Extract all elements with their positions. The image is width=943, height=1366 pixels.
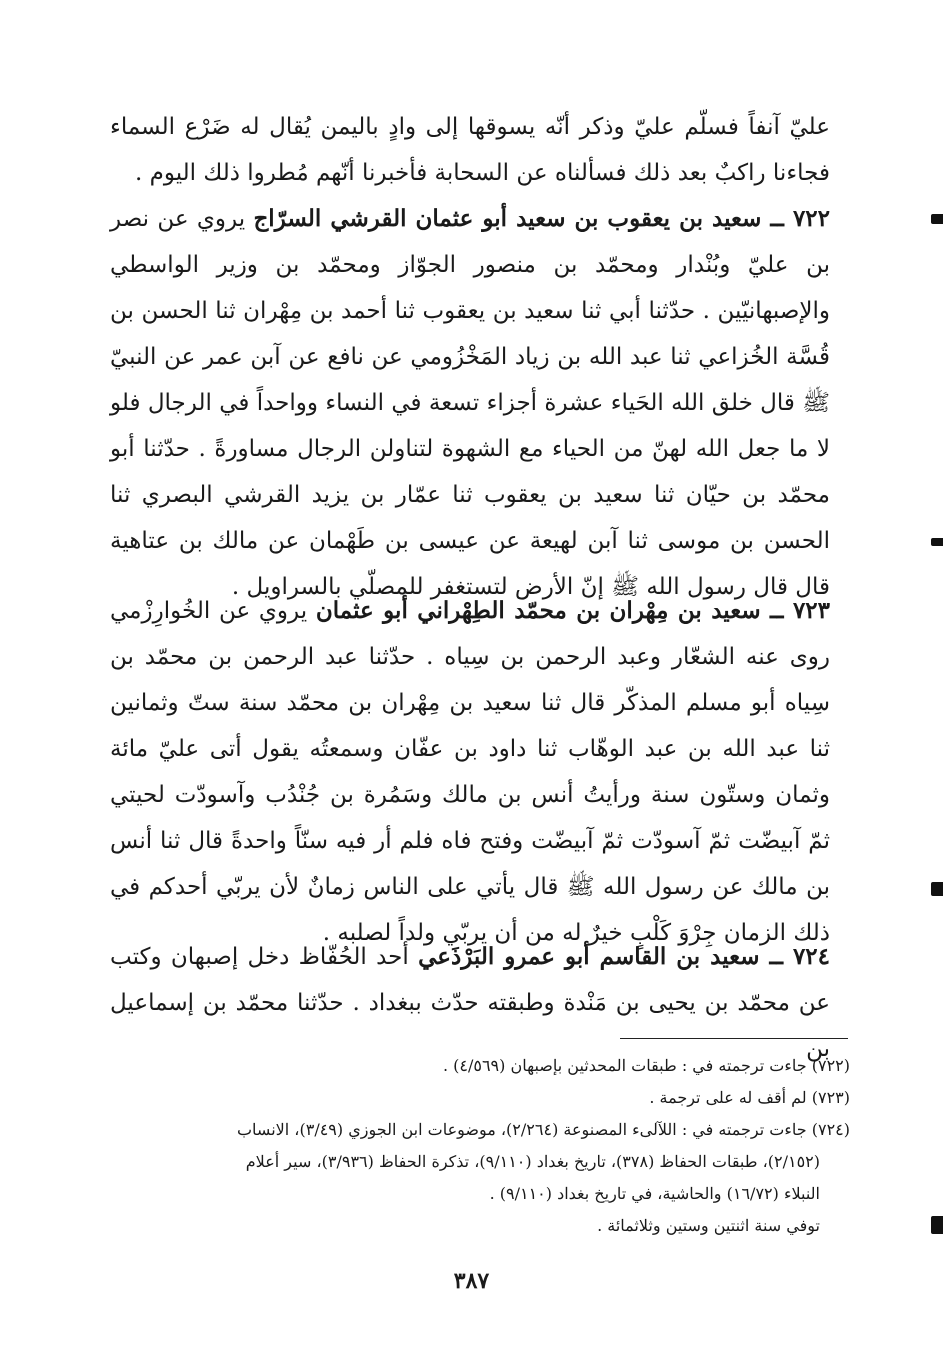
footnote-724-line-3: النبلاء (١٦/٧٢) والحاشية، في تاريخ بغداد (٩/١١٠) .	[489, 1184, 820, 1203]
entry-724-heading: ٧٢٤ ــ سعيد بن القاسم أبو عمرو البَرْذَعي	[418, 943, 830, 970]
footnote-723: (٧٢٣) لم أقف له على ترجمة .	[649, 1088, 850, 1107]
footnote-722: (٧٢٢) جاءت ترجمته في : طبقات المحدثين بإصبهان (٤/٥٦٩) .	[442, 1056, 850, 1075]
margin-tab-mark	[931, 1216, 943, 1234]
footnotes	[108, 1050, 850, 1242]
margin-tab-mark	[931, 214, 943, 224]
entry-722-body: يروي عن نصر بن عليّ وبُنْدار ومحمّد بن منصور الجوّاز ومحمّد بن وزير الواسطي والإصبهانيّين . حدّثنا أبي ثنا سعيد بن يعقوب ثنا أحمد بن مِهْران ثنا الحسن بن قُسَّة الخُزاعي ثنا عبد الله بن زياد المَخْزُومي عن نافع عن آبن عمر عن النبيّ ﷺ قال خلق الله الحَياء عشرة أجزاء تسعة في النساء وواحداً في الرجال فلو لا ما جعل الله لهنّ من الحياء مع الشهوة لتناولن الرجال مساورةً . حدّثنا أبو محمّد بن حيّان ثنا سعيد بن يعقوب ثنا عمّار بن يزيد القرشي البصري ثنا الحسن بن موسى ثنا آبن لهيعة عن عيسى بن طَهْمان عن مالك بن عتاهية قال قال رسول الله ﷺ إنّ الأرض لتستغفر للمصلّي بالسراويل .	[110, 206, 830, 600]
footnote-724-line-4: توفي سنة اثنتين وستين وثلاثمائة .	[597, 1216, 820, 1235]
paragraph-text: عليّ آنفاً فسلّم عليّ وذكر أنّه يسوقها إلى وادٍ باليمن يُقال له ضَرْع السماء فجاءنا راكبٌ بعد ذلك فسألناه عن السحابة فأخبرنا أنّهم مُطروا ذلك اليوم .	[110, 114, 830, 186]
footnote-724-line-1: (٧٢٤) جاءت ترجمته في : اللآلىء المصنوعة (٢/٢٦٤)، موضوعات ابن الجوزي (٣/٤٩)، الانساب	[236, 1120, 850, 1139]
entry-724-body: أحد الحُفّاظ دخل إصبهان وكتب عن محمّد بن يحيى بن مَنْدة وطبقته حدّث ببغداد . حدّثنا محمّد بن إسماعيل بن	[110, 944, 830, 1062]
entry-723-heading: ٧٢٣ ــ سعيد بن مِهْران بن محمّد الطِهْراني أبو عثمان	[315, 597, 830, 624]
paragraph-continuation	[110, 104, 830, 196]
margin-tab-mark	[931, 882, 943, 896]
margin-tab-mark	[931, 538, 943, 546]
footnote-separator	[620, 1038, 848, 1039]
entry-723-body: يروي عن الخُوارِزْمي روى عنه الشعّار وعبد الرحمن بن سِياه . حدّثنا عبد الرحمن بن محمّد بن سِياه أبو مسلم المذكّر قال ثنا سعيد بن مِهْران بن محمّد سنة ستّ وثمانين ثنا عبد الله بن عبد الوهّاب ثنا داود بن عفّان وسمعتُه يقول أتى عليّ مائة وثمان وستّون سنة ورأيتُ أنس بن مالك وسَمُرة بن جُنْدُب وآسودّت لحيتي ثمّ آبيضّت ثمّ آسودّت ثمّ آبيضّت وفتح فاه فلم أر فيه سنّاً واحدةً قال ثنا أنس بن مالك عن رسول الله ﷺ قال يأتي على الناس زمانٌ لأن يربّي أحدكم في ذلك الزمان جِرْوَ كَلْبٍ خيرٌ له من أن يربّي ولداً لصلبه .	[110, 598, 830, 946]
entry-722	[110, 196, 830, 610]
page-number: ٣٨٧	[453, 1268, 490, 1294]
footnote-724-line-2: (٢/١٥٢)، طبقات الحفاظ (٣٧٨)، تاريخ بغداد (٩/١١٠)، تذكرة الحفاظ (٣/٩٣٦)، سير أعلام	[245, 1152, 820, 1171]
entry-723	[110, 588, 830, 956]
entry-722-heading: ٧٢٢ ــ سعيد بن يعقوب بن سعيد أبو عثمان القرشي السرّاج	[253, 205, 830, 232]
